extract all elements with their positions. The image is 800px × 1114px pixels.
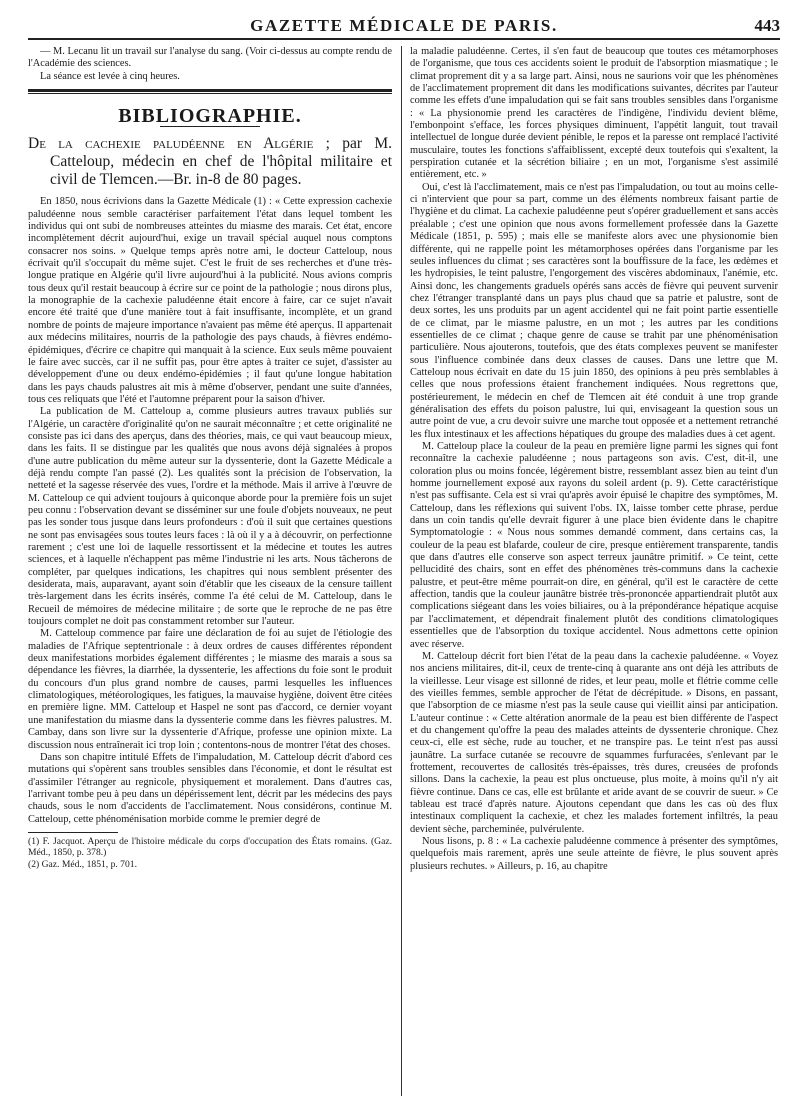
paragraph: la maladie paludéenne. Certes, il s'en faut de beaucoup que toutes ces métamorphoses de l'organisme, que tous ces accidents soient le produit de l'absorption miasmatique ; le climat proprement dit y a sa large part. Ainsi, nous ne saurions voir que les phénomènes de l'acclimatement proprement dit dans les modifications suivantes, décrites par l'auteur comme les effets d'une impaludation qui se fait sans troubles sensibles dans l'organisme : « La physionomie prend les caractères de l'indigène, l'individu devient blême, l'embonpoint s'efface, les forces physiques diminuent, l'appétit languit, tout travail intellectuel de longue durée devient pénible, le repos et la paresse ont remplacé l'activité musculaire, toutes les fonctions s'affaiblissent, excepté deux toutefois qui s'exaltent, la perspiration cutanée et la sécrétion biliaire ; en un mot, l'organisme s'est assimilé entièrement, etc. »	[410, 46, 778, 181]
left-column	[28, 46, 392, 1108]
book-heading	[28, 135, 392, 189]
section-title: BIBLIOGRAPHIE.	[118, 105, 302, 128]
column-rule	[401, 46, 402, 1096]
running-head	[28, 16, 780, 40]
minutes-line: — M. Lecanu lit un travail sur l'analyse du sang. (Voir ci-dessus au compte rendu de l'Académie des sciences.	[28, 46, 392, 70]
minutes-line: La séance est levée à cinq heures.	[40, 70, 180, 82]
paragraph: Dans son chapitre intitulé Effets de l'impaludation, M. Catteloup décrit d'abord ces mutations qui s'opèrent sans troubles sensibles dans l'économie, et dont le résultat est d'assimiler l'étranger au regnicole, physiquement et moralement. Dans d'autres cas, l'arrivant tombe peu à peu dans un dépérissement lent, décrit par les médecins des pays chauds, sous le nom d'accidents de l'acclimatement. Nous considérons, continue M. Catteloup, cette phénoménisation morbide comme le premier degré de	[28, 751, 392, 825]
right-column	[410, 46, 778, 1108]
paragraph: M. Catteloup place la couleur de la peau en première ligne parmi les signes qui font reconnaître la cachexie paludéenne ; nous partageons son avis. C'est, dit-il, une coloration plus ou moins foncée, légèrement bistre, ressemblant assez bien au teint d'un homme journellement exposé aux rayons du soleil ardent (p. 9). Cette caractéristique n'est pas suffisante. Cela est si vrai qu'après avoir épuisé le chapitre des symptômes, M. Catteloup, dans les réflexions qui suivent l'obs. IX, laisse tomber cette phrase, perdue dans un coin tandis qu'elle devrait figurer à une place bien évidente dans le chapitre Symptomatologie : « Nous nous sommes demandé comment, dans certains cas, la couleur de la peau est blafarde, couleur de cire, presque entièrement transparente, tandis que dans d'autres elle conserve son aspect terreux jaunâtre primitif. » Ce teint, cette pellucidité des chairs, sont en effet des phénomènes très-communs dans la cachexie palustre, et peut-être même pourrait-on dire, en général, qu'il est le caractère de cette affection, tandis que la couleur jaunâtre bistrée très-prononcée appartiendrait plutôt aux complications siégeant dans les voies biliaires, ou à la prépondérance hépatique acquise par l'acclimatement, et dépendrait finalement plutôt des conditions climatologiques essentielles que de l'absorption du toxique accidentel. Nous admettons cette opinion avec réserve.	[410, 441, 778, 650]
book-heading-details: ; par M. Catteloup, médecin en chef de l'hôpital militaire et civil de Tlemcen.—Br. in-8 de 80 pages.	[50, 135, 392, 189]
book-heading-title: De la cachexie paludéenne en Algérie	[28, 135, 314, 153]
paragraph: Oui, c'est là l'acclimatement, mais ce n'est pas l'impaludation, ou tout au moins celle-ci n'intervient que pour sa part, comme un des éléments nombreux faisant partie de l'hygiène et du climat. La cachexie paludéenne peut s'opérer graduellement et sans accès préalable ; c'est une opinion que nous avons formellement professée dans la Gazette Médicale (1851, p. 595) ; mais elle se manifeste alors avec une physionomie bien différente, qui ne rappelle point les métamorphoses opérées dans l'organisme par les seules influences du climat ; ses caractères sont la bouffissure de la face, les œdèmes et les hydropisies, le teint palustre, l'engorgement des viscères abdominaux, l'anémie, etc. Ainsi donc, les changements graduels opérés sans accès de fièvre qui peuvent survenir chez l'étranger transplanté dans un pays plus chaud que sa patrie et palustre, sont de deux sortes, les uns produits par un agent accidentel qui ne fait point partie essentielle de ce climat, par le miasme palustre, en un mot ; les autres par les conditions essentielles de ce climat ; chaque genre de cause se trahit par une phénoménisation particulière. Nous ajouterons, toutefois, que des états complexes peuvent se manifester sous l'influence combinée dans deux classes de causes. Dans une lettre que M. Catteloup nous écrivait en date du 15 juin 1850, des opinions à peu près semblables à celles que nous professions étaient franchement indiquées. Nous regrettons que, postérieurement, le médecin en chef de Tlemcen ait été conduit à une trop grande généralisation des effets du poison palustre, lui qui, envisageant la question sous un autre point de vue, a cru devoir suivre une marche tout opposée et a nettement retranché les flux intestinaux et les affections hépatiques du groupe des maladies dues à cet agent.	[410, 181, 778, 440]
section-divider	[28, 89, 392, 92]
section-divider-thin	[28, 93, 392, 94]
page-number: 443	[754, 16, 780, 35]
paragraph: M. Catteloup commence par faire une déclaration de foi au sujet de l'étiologie des maladies de l'Afrique septentrionale : à deux ordres de causes différentes répondent deux manifestations morbides également différentes ; le miasme des marais a sous sa dépendance les fièvres, la diarrhée, la dyssenterie, les affections du foie sont le produit du concours d'un plus grand nombre de causes, parmi lesquelles les influences climatologiques, météorologiques, les fatigues, la mauvaise hygiène, doivent être citées en première ligne. MM. Catteloup et Haspel ne sont pas d'accord, ce dernier voyant une manifestation du miasme dans la dyssenterie comme dans les fièvres palustres. M. Cambay, dans son livre sur la dyssenterie d'Afrique, professe une opinion mixte. La discussion nous entraînerait ici trop loin ; contentons-nous de montrer l'état des choses.	[28, 628, 392, 751]
running-title: GAZETTE MÉDICALE DE PARIS.	[250, 16, 558, 35]
paragraph: La publication de M. Catteloup a, comme plusieurs autres travaux publiés sur l'Algérie, un caractère d'originalité qu'on ne saurait méconnaître ; et cette originalité ne consiste pas ici dans des aperçus, dans des théories, mais, ce qui vaut beaucoup mieux, dans les faits. Il se distingue par les qualités que nous avons déjà signalées à propos d'une autre publication du même auteur sur la dyssenterie, dont la Gazette Médicale a déjà rendu compte l'an passé (2). Les qualités sont la précision de l'observation, la netteté et la sagesse réservée des vues, l'ordre et la méthode. Mais il arrive à l'œuvre de M. Catteloup ce qui advient toujours à quiconque aborde pour la première fois un sujet peu connu : l'observation devant se disséminer sur une foule d'objets nouveaux, ne peut pas les sonder tous jusque dans leurs profondeurs : d'où il suit que certaines questions ne sont pas envisagées sous toutes leurs faces : là où il y a à découvrir, on perfectionne rarement ; c'est une loi de laquelle ressortissent et la médecine et toutes les autres sciences, et à laquelle n'échappent pas même l'industrie ni les arts. Nous tâcherons de compléter, par quelques indications, les chapitres qui nous semblent présenter des desiderata, mais, auparavant, ayant soin d'établir que les ciseaux de la censure taillent très-largement dans les écrits insérés, comme l'a été celui de M. Catteloup, dans le Recueil de mémoires de médecine militaire ; de sorte que le reproche de ne pas être toujours complet ne doit pas constamment retomber sur l'auteur.	[28, 406, 392, 628]
paragraph: M. Catteloup décrit fort bien l'état de la peau dans la cachexie paludéenne. « Voyez nos anciens militaires, dit-il, ceux de trente-cinq à quarante ans ont déjà les attributs de la vieillesse. Leur visage est sillonné de rides, et leur peau, molle et flétrie comme celle des vieilles femmes, semble approcher de l'état de décrépitude. » Disons, en passant, que l'absorption de ce miasme n'est pas la seule cause qui vieillit ainsi par anticipation. L'auteur continue : « Cette altération anormale de la peau est bien différente de l'aspect et du changement qu'offre la peau des malades atteints de dyssenterie chronique. Chez ceux-ci, elle est sèche, rude au toucher, et ne transpire pas. Le teint n'est pas aussi jaunâtre. La surface cutanée se recouvre de squammes furfuracées, s'enlevant par le frottement, recouvertes de callosités très-épaisses, très dures, creusées de profonds sillons. Dans la cachexie, la peau est plus onctueuse, plus moite, à moins qu'il n'y ait fièvre continue. Dans ce cas, elle est brûlante et aride avant de se couvrir de sueur. » Ce tableau est tracé d'après nature. Ajoutons cependant que dans les cas où des flux intestinaux compliquent la cachexie, et chez les malades fortement infiltrés, la peau devient sèche, parcheminée, pulvérulente.	[410, 650, 778, 835]
paragraph: Nous lisons, p. 8 : « La cachexie paludéenne commence à présenter des symptômes, quelquefois mais rarement, après une seule atteinte de fièvre, le plus souvent après plusieurs rechutes. » Ailleurs, p. 16, au chapitre	[410, 836, 778, 872]
footnote: (1) F. Jacquot. Aperçu de l'histoire médicale du corps d'occupation des États romains. (Gaz. Méd., 1850, p. 378.)	[28, 835, 392, 859]
footnote: (2) Gaz. Méd., 1851, p. 701.	[28, 858, 137, 870]
footnote-rule	[28, 832, 118, 833]
paragraph: En 1850, nous écrivions dans la Gazette Médicale (1) : « Cette expression cachexie paludéenne nous semble caractériser parfaitement l'état dans lequel tombent les individus qui ont subi de nombreuses atteintes du miasme des marais. Cet état, encore incomplètement décrit aujourd'hui, exige un travail spécial auquel nous comptons consacrer nos soins. » Quelque temps après notre ami, le docteur Catteloup, nous écrivait qu'il s'occupait du même sujet. C'est le fruit de ses recherches et d'une très-longue pratique en Algérie qu'il livre aujourd'hui à la publicité. Nous avions compris tous deux qu'il restait beaucoup à écrire sur ce point de la pathologie ; nous dirons plus, la monographie de la cachexie paludéenne était encore à faire, car ce sujet n'avait encore été traité que d'une manière tout à fait insuffisante, incomplète, et un grand nombre de points de majeure importance n'avaient pas même été aperçus. Il appartenait aux médecins militaires, nourris de la pathologie des pays chauds, à fièvres endémo-épidémiques, d'écrire ce chapitre qui manquait à la science. Eux seuls même pouvaient le faire avec succès, car il ne suffit pas, pour être aptes à traiter ce sujet, d'assister au développement d'une ou deux endémo-épidémies ; il faut qu'une longue habitation dans les pays chauds palustres ait mis à même d'observer, pendant une suite d'années, tous ces reliquats que l'été et l'automne préparent pour la saison d'hiver.	[28, 196, 392, 405]
